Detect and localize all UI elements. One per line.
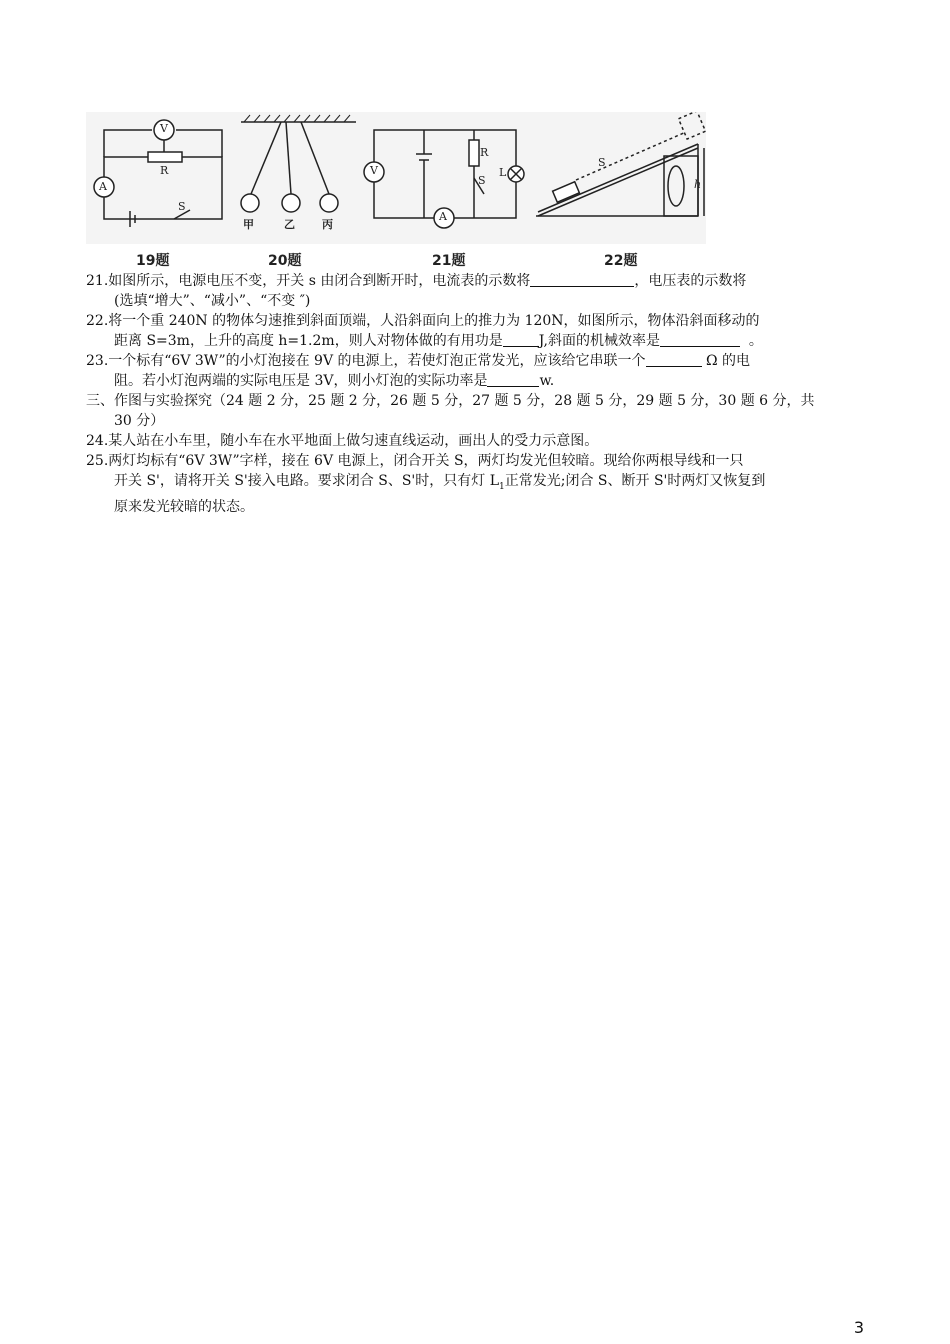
fig19-caption: 19题: [136, 253, 170, 269]
figures-strip: [86, 112, 706, 272]
q21-text-a: 21.如图所示，电源电压不变，开关 s 由闭合到断开时，电流表的示数将: [86, 273, 531, 289]
fig21-resistor: [469, 140, 479, 166]
q22-blank-1[interactable]: [503, 332, 539, 347]
question-25-line-2: [86, 471, 866, 497]
q25-text-c: 原来发光较暗的状态。: [114, 498, 254, 515]
question-23-line-2: [86, 371, 866, 391]
fig19-r-label: R: [160, 164, 169, 177]
fig19-resistor: [148, 152, 182, 162]
question-23-line-1: [86, 351, 866, 371]
question-block: [86, 271, 866, 517]
q23-text-d: w.: [539, 373, 555, 389]
q25-text-b1: 开关 S'，请将开关 S'接入电路。要求闭合 S、S'时，只有灯 L: [114, 473, 500, 489]
section-3-heading-line-2: [86, 411, 866, 431]
question-22-line-1: [86, 311, 866, 331]
q21-text-b: ，电压表的示数将: [634, 273, 747, 289]
fig20-ball-label-1: 甲: [243, 218, 254, 231]
fig20-caption: 20题: [268, 253, 302, 269]
fig20-ball-2: [282, 194, 300, 212]
q25-text-a: 25.两灯均标有“6V 3W”字样，接在 6V 电源上，闭合开关 S，两灯均发光但较暗。现给你两根导线和一只: [86, 453, 744, 469]
q24-text: 24.某人站在小车里，随小车在水平地面上做匀速直线运动，画出人的受力示意图。: [86, 433, 599, 449]
question-21-line-2: [86, 291, 866, 311]
q25-text-b2: 正常发光;闭合 S、断开 S'时两灯又恢复到: [504, 473, 766, 489]
fig20-ball-1: [241, 194, 259, 212]
fig22-s-label: S: [598, 156, 606, 169]
q22-text-d: 。: [748, 333, 763, 349]
q25-subscript: 1: [499, 481, 505, 492]
section-3-heading-line-1: [86, 391, 866, 411]
q22-text-c: J,斜面的机械效率是: [538, 333, 660, 349]
fig22-caption: 22题: [604, 253, 638, 269]
question-24: [86, 431, 866, 451]
q23-text-a: 23.一个标有“6V 3W”的小灯泡接在 9V 的电源上，若使灯泡正常发光，应该给它串联一个: [86, 353, 646, 369]
fig21-l-label: L: [499, 166, 507, 179]
q23-text-c: 阻。若小灯泡两端的实际电压是 3V，则小灯泡的实际功率是: [114, 373, 488, 389]
q22-text-a: 22.将一个重 240N 的物体匀速推到斜面顶端，人沿斜面向上的推力为 120N，如图所示，物体沿斜面移动的: [86, 313, 760, 329]
fig20-ball-label-2: 乙: [284, 218, 295, 231]
q21-blank-1[interactable]: [530, 272, 634, 287]
q22-text-b: 距离 S=3m，上升的高度 h=1.2m，则人对物体做的有用功是: [114, 333, 503, 349]
scan-background: [86, 112, 706, 244]
fig21-a-label: A: [439, 210, 447, 223]
q22-blank-2[interactable]: [660, 332, 740, 347]
q23-text-b: Ω 的电: [705, 353, 751, 369]
question-25-line-3: [86, 497, 866, 517]
fig19-a-label: A: [99, 180, 107, 193]
page-number: 3: [853, 1318, 864, 1337]
q21-text-c: (选填“增大”、“减小”、“不变 ″): [114, 293, 311, 309]
fig20-ball-3: [320, 194, 338, 212]
fig22-h-label: h: [694, 178, 702, 191]
question-22-line-2: [86, 331, 866, 351]
fig21-v-label: V: [370, 164, 378, 177]
fig19-s-label: S: [178, 200, 186, 213]
fig19-v-label: V: [160, 122, 168, 135]
figures-drawing: [86, 112, 706, 272]
section3-text-a: 三、作图与实验探究（24 题 2 分，25 题 2 分，26 题 5 分，27 题 5 分，28 题 5 分，29 题 5 分，30 题 6 分，共: [86, 393, 815, 409]
fig21-caption: 21题: [432, 253, 466, 269]
section3-text-b: 30 分）: [114, 413, 165, 429]
q23-blank-1[interactable]: [646, 352, 702, 367]
fig20-ball-label-3: 丙: [322, 218, 333, 231]
fig21-r-label: R: [480, 146, 489, 159]
q23-blank-2[interactable]: [487, 372, 539, 387]
question-25-line-1: [86, 451, 866, 471]
fig21-s-label: S: [478, 174, 486, 187]
question-21-line-1: [86, 271, 866, 291]
